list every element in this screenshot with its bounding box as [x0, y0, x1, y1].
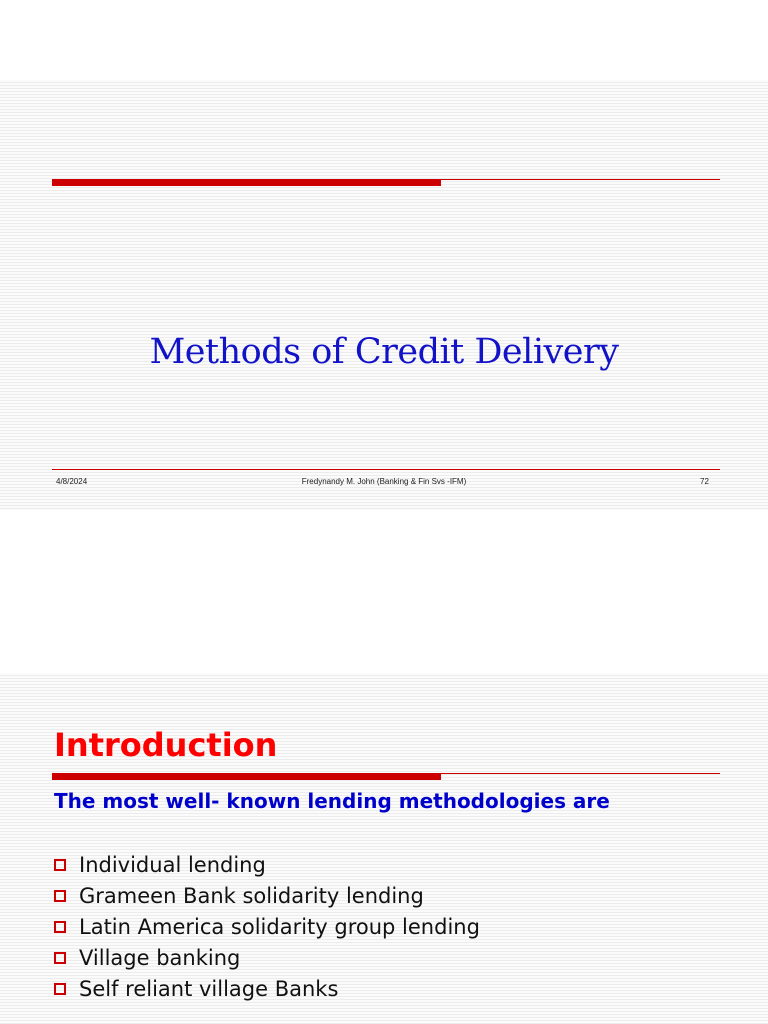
- slide-subtitle: The most well- known lending methodologies are: [54, 789, 610, 813]
- list-item-label: Individual lending: [79, 852, 266, 877]
- list-item-label: Self reliant village Banks: [79, 976, 339, 1001]
- list-item: [54, 973, 480, 1004]
- methodology-list: [54, 849, 480, 1004]
- footer-author: Fredynandy M. John (Banking & Fin Svs -IFM): [301, 477, 467, 486]
- footer-page-number: 72: [700, 477, 709, 486]
- square-bullet-icon: [54, 859, 66, 871]
- list-item: [54, 880, 480, 911]
- footer-divider: [52, 469, 720, 470]
- list-item: [54, 911, 480, 942]
- list-item: [54, 849, 480, 880]
- slide-introduction: [0, 673, 768, 1024]
- list-item-label: Village banking: [79, 945, 241, 970]
- square-bullet-icon: [54, 921, 66, 933]
- square-bullet-icon: [54, 983, 66, 995]
- footer-date: 4/8/2024: [56, 477, 88, 486]
- header-accent-bar: [52, 179, 441, 186]
- header-accent-line: [441, 773, 720, 774]
- header-accent-bar: [52, 773, 441, 780]
- square-bullet-icon: [54, 952, 66, 964]
- list-item: [54, 942, 480, 973]
- slide-methods-of-credit-delivery: [0, 80, 768, 510]
- slide-title: Methods of Credit Delivery: [149, 332, 619, 372]
- header-accent-line: [441, 179, 720, 180]
- list-item-label: Latin America solidarity group lending: [79, 914, 480, 939]
- square-bullet-icon: [54, 890, 66, 902]
- slide-title: Introduction: [54, 726, 278, 764]
- list-item-label: Grameen Bank solidarity lending: [79, 883, 424, 908]
